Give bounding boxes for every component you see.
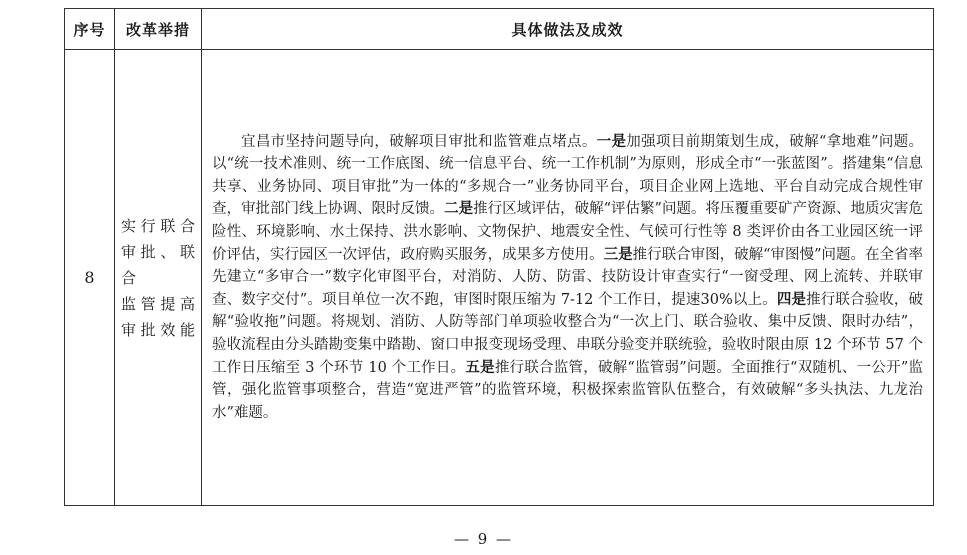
header-measure: 改革举措 bbox=[115, 9, 202, 50]
detail-text: 推行联合监管，破解“监管弱”问题。全面推行“双随机、一公开”监管，强化监管事项整合，营造“宽进严管”的监管环境，积极探索监管队伍整合，有效破解“多头执法、九龙治水”难题。 bbox=[212, 359, 923, 421]
table-row bbox=[65, 50, 934, 506]
detail-text: 加强项目前期策划生成，破解“拿地难”问题。以“统一技术准则、统一工作底图、统一信息平台、统一工作机制”为原则，形成全市“一张蓝图”。搭建集“信息共享、业务协同、项目审批”为一体的“多规合一”业务协同平台，项目企业网上选地、平台自动完成合规性审查，审批部门线上协调、限时反馈。 bbox=[212, 133, 924, 218]
reform-measures-table bbox=[64, 8, 934, 506]
row-measure bbox=[115, 50, 202, 506]
detail-text: 推行联合审图，破解“审图慢”问题。在全省率先建立“多审合一”数字化审图平台，对消防、人防、防雷、技防设计审查实行“一窗受理、网上流转、并联审查、数字交付”。项目单位一次不跑，审图时限压缩为 7-12 个工作日，提速30%以上。 bbox=[212, 246, 924, 308]
detail-text: 推行联合验收，破解“验收拖”问题。将规划、消防、人防等部门单项验收整合为“一次上门、联合验收、集中反馈、限时办结”，验收流程由分头踏勘变集中踏勘、窗口申报变现场受理、串联分验变并联统验，验收时限由原 12 个环节 57 个工作日压缩至 3 个环节 10 个工作日。 bbox=[212, 291, 924, 376]
detail-paragraph bbox=[212, 131, 923, 425]
table-header-row bbox=[65, 9, 934, 50]
detail-point-marker: 二是 bbox=[444, 200, 474, 218]
header-no: 序号 bbox=[65, 9, 115, 50]
measure-line: 监管提高 bbox=[121, 294, 195, 313]
header-detail: 具体做法及成效 bbox=[202, 9, 934, 50]
row-number: 8 bbox=[65, 50, 115, 506]
detail-point-marker: 四是 bbox=[776, 290, 807, 308]
measure-line: 审批、联合 bbox=[121, 242, 195, 287]
row-detail bbox=[202, 50, 934, 506]
measure-line: 审批效能 bbox=[121, 320, 195, 339]
detail-text: 宜昌市坚持问题导向，破解项目审批和监管难点堵点。 bbox=[241, 133, 597, 150]
detail-text: 推行区域评估，破解“评估繁”问题。将压覆重要矿产资源、地质灾害危险性、环境影响、水土保持、洪水影响、文物保护、地震安全性、气候可行性等 8 类评价由各工业园区统一评价评估，实行园区一次评估，政府购买服务，成果多方使用。 bbox=[212, 201, 924, 263]
detail-point-marker: 五是 bbox=[465, 358, 495, 376]
detail-point-marker: 一是 bbox=[596, 132, 627, 150]
page-number: — 9 — bbox=[453, 530, 514, 548]
measure-line: 实行联合 bbox=[121, 216, 195, 235]
detail-point-marker: 三是 bbox=[603, 245, 633, 263]
